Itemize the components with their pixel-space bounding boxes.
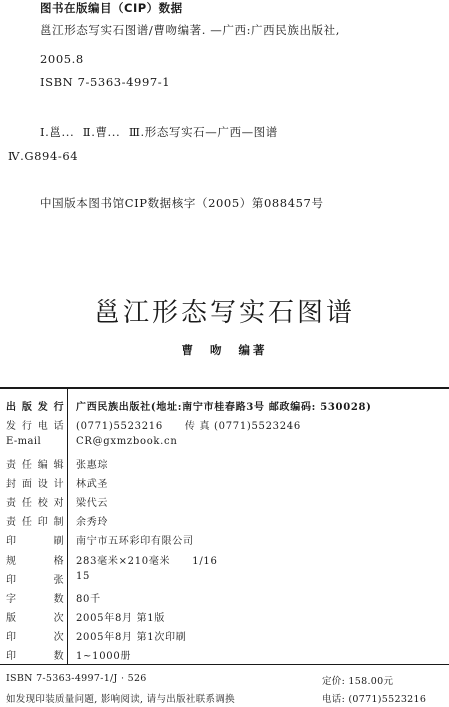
footer-tel: 电话: (0771)5523216 (322, 694, 427, 705)
footer-isbn: ISBN 7-5363-4997-1/J · 526 (6, 673, 147, 684)
pub-row-label: 印 次 (6, 632, 64, 644)
pub-row-value-text: 广西民族出版社(地址:南宁市桂春路3号 邮政编码: 530028) (76, 402, 372, 413)
pub-row-label: 发 行 电 话 (6, 421, 64, 433)
pub-row (0, 494, 449, 513)
book-title: 邕江形态写实石图谱 (93, 298, 355, 328)
cip-heading: 图书在版编目（CIP）数据 (40, 1, 183, 15)
pub-row-label: 规 格 (6, 555, 64, 567)
pub-row-value-extra: 1/16 (192, 555, 218, 567)
pub-row-value (76, 590, 101, 605)
pub-row-value (76, 628, 186, 643)
pub-row-value (76, 436, 178, 447)
pub-row (0, 417, 449, 436)
pub-row-label: 印 刷 (6, 536, 64, 548)
pub-row-value (76, 609, 165, 624)
pub-row-label: 责 任 校 对 (6, 497, 64, 509)
pub-row-value (76, 647, 131, 662)
cip-verification: 中国版本图书馆CIP数据核字（2005）第088457号 (40, 196, 324, 210)
pub-row (0, 571, 449, 590)
pub-row-value-text: 80千 (76, 593, 101, 605)
book-author: 曹 吻 编著 (181, 343, 268, 357)
pub-row-value (76, 571, 90, 582)
pub-row-value-extra: 传 真 (0771)5523246 (184, 421, 301, 433)
cip-date: 2005.8 (40, 52, 84, 66)
pub-row-value (76, 532, 194, 547)
pub-row-label: 责 任 编 辑 (6, 459, 64, 471)
pub-row (0, 532, 449, 551)
pub-row (0, 552, 449, 571)
pub-row-value-text: (0771)5523216 (76, 421, 163, 433)
pub-row-value-text: 张惠琮 (76, 459, 109, 471)
pub-row-value-text: CR@gxmzbook.cn (76, 436, 178, 448)
pub-row-value (76, 456, 108, 471)
pub-row-value-text: 梁代云 (76, 497, 109, 509)
pub-row-label: 版 次 (6, 613, 64, 625)
pub-row-value-text: 林武圣 (76, 478, 109, 490)
pub-row-value-text: 1~1000册 (76, 651, 132, 663)
pub-row-value-text: 余秀玲 (76, 517, 109, 529)
pub-row-value-text: 15 (76, 570, 91, 582)
pub-row (0, 628, 449, 647)
pub-row (0, 456, 449, 475)
pub-row (0, 590, 449, 609)
cip-classification: Ⅳ.G894-64 (8, 149, 79, 163)
pub-row-label: 印 张 (6, 574, 64, 586)
footer-notice: 如发现印装质量问题, 影响阅读, 请与出版社联系调换 (6, 694, 235, 705)
pub-row (0, 609, 449, 628)
pub-row-label: 字 数 (6, 593, 64, 605)
publication-info-table (0, 398, 449, 667)
pub-row-value (76, 513, 108, 528)
pub-row (0, 398, 449, 417)
footer-price: 定价: 158.00元 (322, 676, 394, 687)
cip-subjects: Ⅰ.邕... Ⅱ.曹... Ⅲ.形态写实石—广西—图谱 (40, 125, 278, 139)
pub-row-label: E-mail (6, 436, 42, 448)
pub-row (0, 475, 449, 494)
pub-row-label: 责 任 印 制 (6, 517, 64, 529)
pub-row-label: 出 版 发 行 (6, 402, 64, 413)
pub-row (0, 436, 449, 455)
pub-row-value (76, 552, 218, 567)
pub-row-label: 封 面 设 计 (6, 478, 64, 490)
pub-row-label: 印 数 (6, 651, 64, 663)
pub-row (0, 513, 449, 532)
pub-row-value (76, 475, 108, 490)
cip-isbn: ISBN 7-5363-4997-1 (40, 75, 171, 89)
pub-row-value-text: 2005年8月 第1版 (76, 613, 166, 625)
cip-entry: 邕江形态写实石图谱/曹吻编著. —广西:广西民族出版社, (40, 23, 341, 37)
pub-row-value-text: 283毫米×210毫米 (76, 555, 171, 567)
pub-row-value-text: 2005年8月 第1次印刷 (76, 632, 187, 644)
pub-row-value (76, 398, 372, 413)
pub-row-value (76, 494, 108, 509)
pub-row-value-text: 南宁市五环彩印有限公司 (76, 536, 194, 548)
pub-row-value (76, 417, 301, 432)
table-bottom-rule (0, 664, 449, 665)
